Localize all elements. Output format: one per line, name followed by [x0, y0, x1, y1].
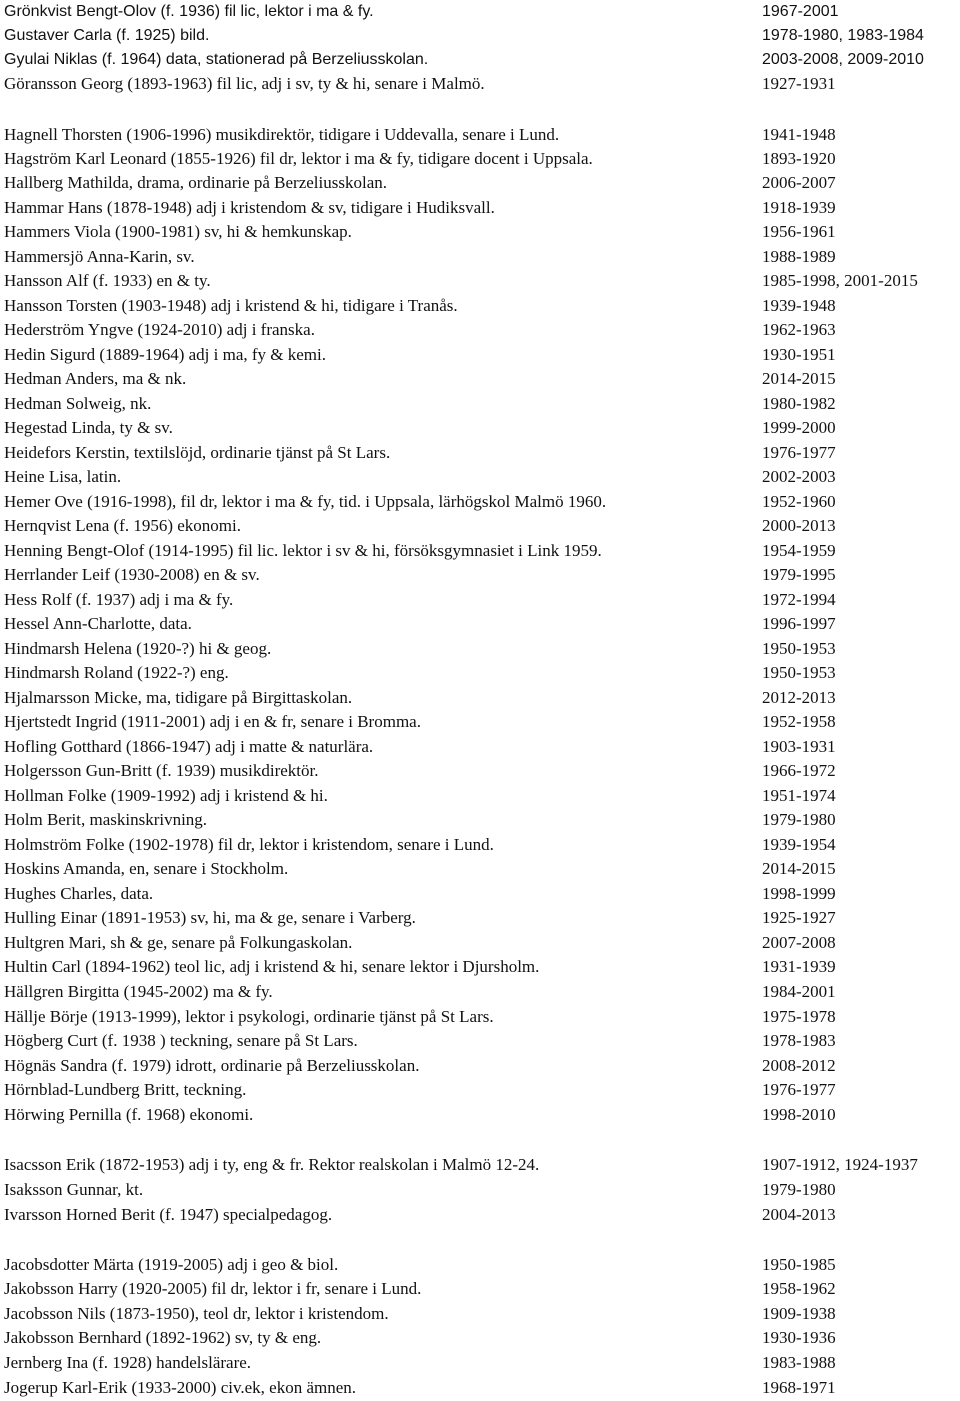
staff-entry: [0, 637, 960, 661]
staff-service-years: 2000-2013: [762, 516, 836, 535]
staff-entry: [0, 196, 960, 220]
staff-service-years: 1950-1953: [762, 663, 836, 682]
staff-name-description: Hörnblad-Lundberg Britt, teckning.: [4, 1080, 247, 1099]
staff-entry: [0, 490, 960, 514]
staff-name-description: Jacobsson Nils (1873-1950), teol dr, lektor i kristendom.: [4, 1304, 389, 1323]
staff-service-years: 1968-1971: [762, 1378, 836, 1397]
staff-name-description: Hällje Börje (1913-1999), lektor i psykologi, ordinarie tjänst på St Lars.: [4, 1007, 494, 1026]
staff-service-years: 1972-1994: [762, 590, 836, 609]
staff-service-years: 1952-1958: [762, 712, 836, 731]
staff-name-description: Herrlander Leif (1930-2008) en & sv.: [4, 565, 260, 584]
staff-name-description: Hess Rolf (f. 1937) adj i ma & fy.: [4, 590, 234, 609]
staff-service-years: 1979-1980: [762, 810, 836, 829]
staff-entry: [0, 441, 960, 465]
staff-entry: [0, 1078, 960, 1102]
staff-name-description: Holm Berit, maskinskrivning.: [4, 810, 208, 829]
staff-entry: [0, 759, 960, 783]
staff-service-years: 1951-1974: [762, 786, 836, 805]
staff-service-years: 1980-1982: [762, 394, 836, 413]
staff-service-years: 1983-1988: [762, 1353, 836, 1372]
staff-entry: [0, 392, 960, 416]
staff-entry: [0, 735, 960, 759]
staff-name-description: Hagnell Thorsten (1906-1996) musikdirektör, tidigare i Uddevalla, senare i Lund.: [4, 125, 560, 144]
staff-entry: [0, 416, 960, 440]
staff-service-years: 1903-1931: [762, 737, 836, 756]
staff-name-description: Hagström Karl Leonard (1855-1926) fil dr, lektor i ma & fy, tidigare docent i Uppsala.: [4, 149, 593, 168]
staff-name-description: Hernqvist Lena (f. 1956) ekonomi.: [4, 516, 241, 535]
staff-service-years: 2008-2012: [762, 1056, 836, 1075]
staff-name-description: Hederström Yngve (1924-2010) adj i franska.: [4, 320, 315, 339]
staff-entry: [0, 367, 960, 391]
staff-entry: [0, 1302, 960, 1326]
staff-service-years: 1939-1954: [762, 835, 836, 854]
staff-service-years: 1962-1963: [762, 320, 836, 339]
staff-name-description: Gustaver Carla (f. 1925) bild.: [4, 27, 210, 44]
staff-name-description: Hedin Sigurd (1889-1964) adj i ma, fy & kemi.: [4, 345, 327, 364]
staff-entry: [0, 882, 960, 906]
staff-name-description: Hoskins Amanda, en, senare i Stockholm.: [4, 859, 289, 878]
staff-entry: [0, 24, 960, 48]
staff-entry: [0, 48, 960, 72]
staff-entry: [0, 245, 960, 269]
staff-name-description: Hjalmarsson Micke, ma, tidigare på Birgittaskolan.: [4, 688, 353, 707]
staff-name-description: Holmström Folke (1902-1978) fil dr, lektor i kristendom, senare i Lund.: [4, 835, 494, 854]
staff-entry: [0, 1376, 960, 1400]
staff-name-description: Hedman Anders, ma & nk.: [4, 369, 187, 388]
staff-name-description: Hallberg Mathilda, drama, ordinarie på Berzeliusskolan.: [4, 173, 388, 192]
staff-name-description: Hultgren Mari, sh & ge, senare på Folkungaskolan.: [4, 933, 353, 952]
staff-service-years: 1956-1961: [762, 222, 836, 241]
staff-service-years: 1978-1983: [762, 1031, 836, 1050]
staff-service-years: 1979-1995: [762, 565, 836, 584]
staff-name-description: Isaksson Gunnar, kt.: [4, 1180, 144, 1199]
staff-name-description: Hammersjö Anna-Karin, sv.: [4, 247, 195, 266]
staff-name-description: Hollman Folke (1909-1992) adj i kristend & hi.: [4, 786, 328, 805]
staff-entry: [0, 1326, 960, 1350]
staff-service-years: 2002-2003: [762, 467, 836, 486]
staff-entry: [0, 857, 960, 881]
staff-name-description: Hansson Alf (f. 1933) en & ty.: [4, 271, 211, 290]
staff-entry: [0, 661, 960, 685]
staff-service-years: 1907-1912, 1924-1937: [762, 1155, 918, 1174]
staff-name-description: Hällgren Birgitta (1945-2002) ma & fy.: [4, 982, 273, 1001]
staff-entry: [0, 1029, 960, 1053]
staff-service-years: 2012-2013: [762, 688, 836, 707]
staff-entry: [0, 514, 960, 538]
staff-entry: [0, 1277, 960, 1301]
staff-service-years: 1941-1948: [762, 125, 836, 144]
staff-entry: [0, 1153, 960, 1177]
staff-name-description: Heine Lisa, latin.: [4, 467, 122, 486]
staff-entry: [0, 1103, 960, 1127]
staff-service-years: 1985-1998, 2001-2015: [762, 271, 918, 290]
staff-service-years: 1998-1999: [762, 884, 836, 903]
staff-service-years: 1975-1978: [762, 1007, 836, 1026]
staff-entry: [0, 269, 960, 293]
staff-service-years: 2004-2013: [762, 1205, 836, 1224]
staff-name-description: Jacobsdotter Märta (1919-2005) adj i geo & biol.: [4, 1255, 339, 1274]
staff-name-description: Hessel Ann-Charlotte, data.: [4, 614, 192, 633]
staff-entry: [0, 72, 960, 96]
staff-name-description: Hultin Carl (1894-1962) teol lic, adj i kristend & hi, senare lektor i Djursholm.: [4, 957, 540, 976]
staff-service-years: 1950-1985: [762, 1255, 836, 1274]
staff-service-years: 1927-1931: [762, 74, 836, 93]
staff-service-years: 1893-1920: [762, 149, 836, 168]
staff-name-description: Hulling Einar (1891-1953) sv, hi, ma & ge, senare i Varberg.: [4, 908, 416, 927]
staff-name-description: Heidefors Kerstin, textilslöjd, ordinarie tjänst på St Lars.: [4, 443, 391, 462]
staff-entry: [0, 343, 960, 367]
staff-service-years: 1925-1927: [762, 908, 836, 927]
staff-name-description: Hedman Solweig, nk.: [4, 394, 152, 413]
staff-service-years: 1930-1936: [762, 1328, 836, 1347]
staff-entry: [0, 147, 960, 171]
staff-name-description: Hindmarsh Helena (1920-?) hi & geog.: [4, 639, 272, 658]
staff-name-description: Gyulai Niklas (f. 1964) data, stationerad på Berzeliusskolan.: [4, 51, 429, 68]
staff-entry: [0, 1005, 960, 1029]
staff-service-years: 1998-2010: [762, 1105, 836, 1124]
staff-entry: [0, 955, 960, 979]
staff-entry: [0, 1253, 960, 1277]
staff-entry: [0, 1203, 960, 1227]
staff-entry: [0, 294, 960, 318]
staff-entry: [0, 1178, 960, 1202]
staff-entry: [0, 980, 960, 1004]
staff-entry: [0, 465, 960, 489]
staff-name-description: Hjertstedt Ingrid (1911-2001) adj i en & fr, senare i Bromma.: [4, 712, 421, 731]
staff-entry: [0, 563, 960, 587]
staff-service-years: 1952-1960: [762, 492, 836, 511]
staff-entry: [0, 784, 960, 808]
staff-service-years: 2014-2015: [762, 369, 836, 388]
staff-name-description: Grönkvist Bengt-Olov (f. 1936) fil lic, lektor i ma & fy.: [4, 3, 374, 20]
staff-service-years: 1979-1980: [762, 1180, 836, 1199]
staff-entry: [0, 710, 960, 734]
staff-service-years: 1999-2000: [762, 418, 836, 437]
staff-entry: [0, 318, 960, 342]
staff-service-years: 1950-1953: [762, 639, 836, 658]
staff-service-years: 2003-2008, 2009-2010: [762, 51, 924, 68]
staff-name-description: Hansson Torsten (1903-1948) adj i kristend & hi, tidigare i Tranås.: [4, 296, 458, 315]
staff-service-years: 1976-1977: [762, 443, 836, 462]
staff-service-years: 1988-1989: [762, 247, 836, 266]
staff-name-description: Jakobsson Harry (1920-2005) fil dr, lektor i fr, senare i Lund.: [4, 1279, 422, 1298]
staff-service-years: 1931-1939: [762, 957, 836, 976]
staff-service-years: 1909-1938: [762, 1304, 836, 1323]
staff-name-description: Hammers Viola (1900-1981) sv, hi & hemkunskap.: [4, 222, 352, 241]
staff-service-years: 1939-1948: [762, 296, 836, 315]
staff-name-description: Göransson Georg (1893-1963) fil lic, adj i sv, ty & hi, senare i Malmö.: [4, 74, 485, 93]
staff-entry: [0, 1054, 960, 1078]
staff-name-description: Henning Bengt-Olof (1914-1995) fil lic. lektor i sv & hi, försöksgymnasiet i Link 1959.: [4, 541, 602, 560]
staff-name-description: Holgersson Gun-Britt (f. 1939) musikdirektör.: [4, 761, 319, 780]
staff-entry: [0, 612, 960, 636]
staff-entry: [0, 906, 960, 930]
staff-service-years: 1930-1951: [762, 345, 836, 364]
staff-entry: [0, 171, 960, 195]
staff-entry: [0, 123, 960, 147]
staff-entry: [0, 0, 960, 24]
staff-name-description: Jogerup Karl-Erik (1933-2000) civ.ek, ekon ämnen.: [4, 1378, 357, 1397]
staff-entry: [0, 808, 960, 832]
staff-service-years: 1984-2001: [762, 982, 836, 1001]
staff-service-years: 2007-2008: [762, 933, 836, 952]
staff-service-years: 1958-1962: [762, 1279, 836, 1298]
staff-entry: [0, 833, 960, 857]
staff-name-description: Hofling Gotthard (1866-1947) adj i matte & naturlära.: [4, 737, 374, 756]
staff-name-description: Ivarsson Horned Berit (f. 1947) specialpedagog.: [4, 1205, 333, 1224]
staff-name-description: Jernberg Ina (f. 1928) handelslärare.: [4, 1353, 252, 1372]
staff-service-years: 2006-2007: [762, 173, 836, 192]
staff-entry: [0, 220, 960, 244]
staff-entry: [0, 588, 960, 612]
staff-entry: [0, 931, 960, 955]
staff-name-description: Hindmarsh Roland (1922-?) eng.: [4, 663, 229, 682]
staff-service-years: 1966-1972: [762, 761, 836, 780]
staff-entry: [0, 1351, 960, 1375]
staff-name-description: Hammar Hans (1878-1948) adj i kristendom & sv, tidigare i Hudiksvall.: [4, 198, 495, 217]
staff-service-years: 1996-1997: [762, 614, 836, 633]
staff-name-description: Isacsson Erik (1872-1953) adj i ty, eng & fr. Rektor realskolan i Malmö 12-24.: [4, 1155, 540, 1174]
staff-name-description: Jakobsson Bernhard (1892-1962) sv, ty & eng.: [4, 1328, 322, 1347]
staff-service-years: 2014-2015: [762, 859, 836, 878]
staff-service-years: 1978-1980, 1983-1984: [762, 27, 924, 44]
staff-name-description: Hughes Charles, data.: [4, 884, 154, 903]
staff-name-description: Högnäs Sandra (f. 1979) idrott, ordinarie på Berzeliusskolan.: [4, 1056, 420, 1075]
staff-name-description: Högberg Curt (f. 1938 ) teckning, senare på St Lars.: [4, 1031, 358, 1050]
staff-entry: [0, 539, 960, 563]
staff-service-years: 1918-1939: [762, 198, 836, 217]
staff-name-description: Hemer Ove (1916-1998), fil dr, lektor i ma & fy, tid. i Uppsala, lärhögskol Malmö 1960.: [4, 492, 607, 511]
staff-name-description: Hegestad Linda, ty & sv.: [4, 418, 173, 437]
staff-service-years: 1967-2001: [762, 3, 839, 20]
staff-name-description: Hörwing Pernilla (f. 1968) ekonomi.: [4, 1105, 254, 1124]
staff-service-years: 1954-1959: [762, 541, 836, 560]
staff-entry: [0, 686, 960, 710]
staff-service-years: 1976-1977: [762, 1080, 836, 1099]
